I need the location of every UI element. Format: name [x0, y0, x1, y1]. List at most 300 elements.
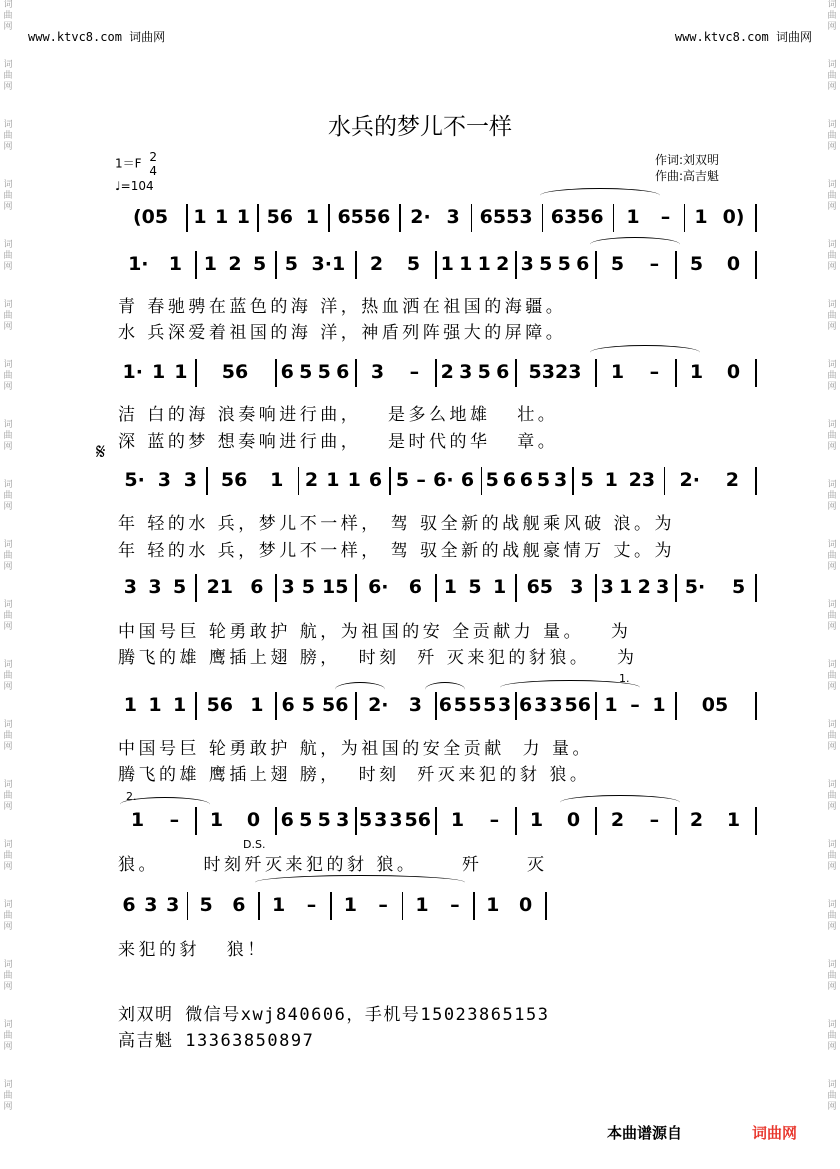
measure [118, 361, 192, 383]
bar-line [675, 807, 677, 835]
note-group: 5 [539, 253, 553, 275]
note-group: 05 [701, 694, 729, 716]
note-group: 2 [496, 253, 510, 275]
slur-line [590, 345, 700, 360]
note-group: 1 [604, 469, 618, 491]
note-group: 1 [529, 809, 544, 831]
note-group: 1 [459, 253, 473, 275]
note-group: 3 [553, 469, 568, 491]
note-group: 6 [502, 469, 516, 491]
lyric-line: 来犯的豺 狼！ [118, 940, 268, 960]
measure [358, 361, 432, 383]
note-group: – [649, 253, 660, 275]
lyric-line: 中国号巨 轮勇敢护 航，为祖国的安 全贡献力 量。 为 [118, 622, 632, 642]
note-group: 5 [301, 694, 315, 716]
measure [518, 576, 592, 598]
note-group: 1 [250, 694, 264, 716]
note-group: – [416, 469, 426, 491]
watermark-text: 词 曲 网 [827, 60, 837, 92]
note-group: 56 [220, 469, 248, 491]
time-top: 2 [149, 150, 158, 164]
note-group: 3 [144, 894, 158, 916]
note-group: 1 [440, 253, 454, 275]
note-group: 1 [151, 361, 166, 383]
watermark-text: 词 曲 网 [827, 420, 837, 452]
watermark-text: 词 曲 网 [827, 900, 837, 932]
measure [278, 809, 352, 831]
measure [438, 694, 512, 716]
watermark-text: 词 曲 网 [3, 660, 13, 692]
measure [598, 694, 672, 716]
note-group: 1 [305, 206, 319, 228]
bar-line [595, 251, 597, 279]
measure [678, 809, 752, 831]
lyric-line: 腾飞的雄 鹰插上翅 膀， 时刻 歼 灭来犯的豺狼。 为 [118, 648, 638, 668]
header-url-right[interactable]: www.ktvc8.com 词曲网 [674, 30, 812, 44]
measure [598, 576, 672, 598]
measure [616, 206, 681, 228]
note-group: 65 [526, 576, 554, 598]
watermark-text: 词 曲 网 [827, 840, 837, 872]
bar-line [195, 692, 197, 720]
note-group: 6556 [337, 206, 391, 228]
measure [545, 206, 610, 228]
note-group: 6 [576, 253, 590, 275]
note-group: – [306, 894, 317, 916]
lyric-line: 腾飞的雄 鹰插上翅 膀， 时刻 歼灭来犯的豺 狼。 [118, 765, 591, 785]
note-group: 5 [483, 694, 497, 716]
watermark-text: 词 曲 网 [3, 360, 13, 392]
note-group: 6 [408, 576, 422, 598]
note-group: 1 [689, 361, 704, 383]
note-group: 6553 [479, 206, 533, 228]
note-group: 56 [266, 206, 294, 228]
measure [198, 361, 272, 383]
measure [118, 809, 192, 831]
note-group: 5· [684, 576, 706, 598]
note-group: 3 [570, 576, 584, 598]
contact-line-2: 高吉魁 13363850897 [118, 1031, 315, 1051]
measure [118, 576, 192, 598]
note-group: 1· [128, 253, 149, 275]
ds-mark: D.S. [243, 838, 266, 851]
note-group: 3 [123, 576, 137, 598]
measure [118, 206, 183, 228]
note-group: 6 [280, 809, 294, 831]
note-group: 1 [486, 894, 500, 916]
measure [598, 253, 672, 275]
measure [598, 809, 672, 831]
bar-line [471, 204, 473, 232]
note-group: 56 [322, 694, 349, 716]
watermark-text: 词 曲 网 [3, 780, 13, 812]
watermark-text: 词 曲 网 [3, 840, 13, 872]
watermark-text: 词 曲 网 [827, 360, 837, 392]
note-group: 1 [619, 576, 633, 598]
note-group: 1 [443, 576, 457, 598]
notation-line [115, 200, 760, 234]
note-group: 1 [726, 809, 741, 831]
watermark-text: 词 曲 网 [827, 480, 837, 512]
note-group: 1 [604, 694, 618, 716]
measure [678, 576, 752, 598]
note-group: 2 [689, 809, 704, 831]
bar-line [402, 892, 404, 920]
note-group: 5 [689, 253, 704, 275]
slur-line [255, 875, 465, 890]
note-group: 3 [374, 809, 388, 831]
note-group: – [450, 894, 460, 916]
measure [392, 469, 477, 491]
bar-line [275, 359, 277, 387]
volta-1: 1. [619, 672, 630, 685]
measure [575, 469, 660, 491]
bar-line [755, 574, 757, 602]
bar-line [755, 807, 757, 835]
lyric-line: 年 轻的水 兵，梦儿不一样， 驾 驭全新的战舰乘风破 浪。为 [118, 514, 676, 534]
bar-line [675, 692, 677, 720]
tempo-mark: ♩=104 [115, 179, 154, 193]
note-group: 3 [549, 694, 563, 716]
note-group: 5 [453, 694, 467, 716]
note-group: 3·1 [311, 253, 346, 275]
note-group: 3 [534, 694, 548, 716]
note-group: 3 [497, 694, 512, 716]
measure [198, 253, 272, 275]
note-group: 2 [228, 253, 242, 275]
measure [198, 694, 272, 716]
watermark-text: 词 曲 网 [827, 240, 837, 272]
bar-line [206, 467, 208, 495]
measure [598, 361, 672, 383]
header-url-left[interactable]: www.ktvc8.com 词曲网 [28, 30, 166, 44]
measure [278, 694, 352, 716]
slur-line [500, 680, 640, 695]
measure [118, 694, 192, 716]
measure [331, 206, 396, 228]
watermark-text: 词 曲 网 [827, 0, 837, 32]
note-group: 1 [203, 253, 217, 275]
bar-line [675, 251, 677, 279]
measure [301, 469, 386, 491]
measure [405, 894, 471, 916]
bar-line [275, 807, 277, 835]
measure [261, 894, 327, 916]
notation-line [115, 355, 760, 389]
note-group: 6· [433, 469, 454, 491]
bar-line [595, 692, 597, 720]
measure [518, 694, 592, 716]
note-group: 5 [536, 469, 551, 491]
watermark-text: 词 曲 网 [3, 240, 13, 272]
measure [333, 894, 399, 916]
note-group: 2· [679, 469, 700, 491]
bar-line [515, 692, 517, 720]
note-group: 5· [124, 469, 145, 491]
watermark-text: 词 曲 网 [3, 120, 13, 152]
note-group: 3 [281, 576, 295, 598]
bar-line [355, 807, 357, 835]
note-group: 2 [610, 809, 625, 831]
measure [358, 694, 432, 716]
measure [209, 469, 294, 491]
note-group: 5 [580, 469, 594, 491]
note-group: 56 [404, 809, 431, 831]
note-group: 5 [358, 809, 373, 831]
source-label: 本曲谱源自 [607, 1124, 683, 1142]
watermark-text: 词 曲 网 [3, 900, 13, 932]
watermark-text: 词 曲 网 [3, 1020, 13, 1052]
measure [438, 253, 512, 275]
bar-line [572, 467, 574, 495]
note-group: 3 [389, 809, 403, 831]
bar-line [355, 251, 357, 279]
bar-line [355, 359, 357, 387]
bar-line [675, 574, 677, 602]
measure [518, 253, 592, 275]
note-group: 3 [336, 809, 350, 831]
note-group: 1 [493, 576, 507, 598]
slur-line [590, 237, 680, 252]
measure [687, 206, 752, 228]
measure [438, 361, 512, 383]
bar-line [258, 892, 260, 920]
note-group: 2 [725, 469, 740, 491]
note-group: 6 [519, 469, 534, 491]
watermark-text: 词 曲 网 [827, 720, 837, 752]
bar-line [275, 251, 277, 279]
note-group: 6 [232, 894, 246, 916]
measure [667, 469, 752, 491]
bar-line [595, 807, 597, 835]
measure [438, 576, 512, 598]
note-group: 23 [628, 469, 656, 491]
bar-line [195, 359, 197, 387]
bar-line [399, 204, 401, 232]
lyric-line: 年 轻的水 兵，梦儿不一样， 驾 驭全新的战舰豪情万 丈。为 [118, 541, 676, 561]
note-group: 0 [518, 894, 533, 916]
notation-line [115, 247, 760, 281]
note-group: 15 [322, 576, 349, 598]
note-group: – [649, 361, 660, 383]
measure [678, 694, 752, 716]
lyric-line: 狼。 时刻歼灭来犯的豺 狼。 歼 灭 [118, 855, 548, 875]
note-group: 3 [166, 894, 180, 916]
note-group: 0) [722, 206, 745, 228]
bar-line [435, 574, 437, 602]
contact-line-1: 刘双明 微信号xwj840606，手机号15023865153 [118, 1005, 550, 1025]
bar-line [684, 204, 686, 232]
note-group: 1 [168, 253, 182, 275]
bar-line [435, 251, 437, 279]
note-group: 6 [122, 894, 136, 916]
watermark-text: 词 曲 网 [3, 180, 13, 212]
measure [118, 469, 203, 491]
watermark-text: 词 曲 网 [827, 960, 837, 992]
note-group: 56 [221, 361, 249, 383]
note-group: 1 [343, 894, 357, 916]
measure [118, 253, 192, 275]
note-group: 1 [477, 253, 491, 275]
note-group: 6 [518, 694, 533, 716]
note-group: 5 [610, 253, 625, 275]
watermark-text: 词 曲 网 [827, 180, 837, 212]
bar-line [186, 204, 188, 232]
note-group: 0 [726, 361, 741, 383]
bar-line [755, 467, 757, 495]
note-group: 1 [209, 809, 224, 831]
bar-line [515, 359, 517, 387]
note-group: 3 [408, 694, 422, 716]
measure [358, 809, 432, 831]
note-group: 5 [557, 253, 571, 275]
lyric-line: 洁 白的海 浪奏响进行曲， 是多么地雄 壮。 [118, 405, 559, 425]
note-group: 1 [652, 694, 666, 716]
measure [678, 253, 752, 275]
note-group: 1 [450, 809, 465, 831]
measure [278, 253, 352, 275]
bar-line [275, 692, 277, 720]
watermark-text: 词 曲 网 [3, 720, 13, 752]
lyricist: 作词:刘双明 [655, 153, 720, 167]
bar-line [755, 359, 757, 387]
watermark-text: 词 曲 网 [827, 120, 837, 152]
key-label: 1＝F [115, 156, 142, 171]
note-group: 5 [284, 253, 298, 275]
note-group: – [660, 206, 671, 228]
bar-line [755, 204, 757, 232]
note-group: 1 [347, 469, 361, 491]
measure [678, 361, 752, 383]
note-group: 3 [148, 576, 162, 598]
watermark-text: 词 曲 网 [827, 1020, 837, 1052]
note-group: 3 [600, 576, 614, 598]
bar-line [330, 892, 332, 920]
note-group: – [649, 809, 660, 831]
slur-line [120, 797, 210, 812]
note-group: 6 [281, 694, 295, 716]
bar-line [473, 892, 475, 920]
watermark-text: 词 曲 网 [3, 480, 13, 512]
note-group: (05 [132, 206, 169, 228]
note-group: 3 [520, 253, 534, 275]
source-brand[interactable]: 词曲网 [752, 1124, 798, 1142]
note-group: 1 [272, 894, 286, 916]
bar-line [755, 692, 757, 720]
note-group: 56 [564, 694, 591, 716]
song-title: 水兵的梦儿不一样 [328, 114, 512, 140]
note-group: 1 [326, 469, 340, 491]
bar-line [435, 359, 437, 387]
measure [198, 809, 272, 831]
composer: 作曲:高吉魁 [655, 169, 720, 183]
measure [278, 576, 352, 598]
note-group: 1 [610, 361, 625, 383]
time-bottom: 4 [149, 164, 158, 178]
bar-line [389, 467, 391, 495]
measure [190, 894, 256, 916]
note-group: 6 [438, 694, 453, 716]
watermark-text: 词 曲 网 [3, 0, 13, 32]
bar-line [515, 574, 517, 602]
bar-line [481, 467, 483, 495]
watermark-text: 词 曲 网 [3, 300, 13, 332]
bar-line [435, 807, 437, 835]
note-group: 5 [173, 576, 187, 598]
lyric-line: 深 蓝的梦 想奏响进行曲， 是时代的华 章。 [118, 432, 559, 452]
bar-line [328, 204, 330, 232]
note-group: 1 [130, 809, 145, 831]
note-group: 1 [173, 694, 187, 716]
note-group: 6 [460, 469, 475, 491]
note-group: 6 [368, 469, 383, 491]
note-group: 5 [253, 253, 267, 275]
measure [260, 206, 325, 228]
measure [518, 809, 592, 831]
note-group: – [169, 809, 180, 831]
bar-line [298, 467, 300, 495]
note-group: 6356 [550, 206, 604, 228]
note-group: 1 [626, 206, 640, 228]
note-group: 1· [122, 361, 143, 383]
note-group: 5 [468, 576, 482, 598]
measure [518, 361, 592, 383]
bar-line [595, 574, 597, 602]
lyric-line: 青 春驰骋在蓝色的海 洋，热血洒在祖国的海疆。 [118, 297, 567, 317]
bar-line [542, 204, 544, 232]
note-group: 5 [395, 469, 410, 491]
measure [438, 809, 512, 831]
watermark-text: 词 曲 网 [3, 540, 13, 572]
bar-line [195, 251, 197, 279]
lyric-line: 水 兵深爱着祖国的海 洋，神盾列阵强大的屏障。 [118, 323, 567, 343]
note-group: 1 [215, 206, 229, 228]
note-group: 5 [299, 361, 313, 383]
note-group: – [489, 809, 500, 831]
note-group: 5 [317, 809, 331, 831]
watermark-text: 词 曲 网 [3, 960, 13, 992]
bar-line [675, 359, 677, 387]
note-group: 3 [183, 469, 197, 491]
measure [358, 253, 432, 275]
note-group: 21 [206, 576, 234, 598]
watermark-right [824, 0, 840, 1169]
bar-line [195, 574, 197, 602]
bar-line [613, 204, 615, 232]
volta-2: 2. [126, 790, 137, 803]
measure [278, 361, 352, 383]
note-group: 2 [304, 469, 319, 491]
watermark-text: 词 曲 网 [3, 1080, 13, 1112]
note-group: 6 [250, 576, 264, 598]
note-group: 0 [566, 809, 581, 831]
bar-line [595, 359, 597, 387]
note-group: 3 [370, 361, 385, 383]
slur-line [540, 188, 660, 203]
note-group: 2· [410, 206, 431, 228]
measure [358, 576, 432, 598]
slur-line [560, 795, 680, 810]
note-group: 1 [694, 206, 708, 228]
watermark-text: 词 曲 网 [827, 600, 837, 632]
note-group: 56 [206, 694, 234, 716]
note-group: 1 [236, 206, 250, 228]
note-group: 5 [477, 361, 491, 383]
measure [198, 576, 272, 598]
measure [476, 894, 542, 916]
notation-line [115, 570, 760, 604]
note-group: 0 [246, 809, 261, 831]
